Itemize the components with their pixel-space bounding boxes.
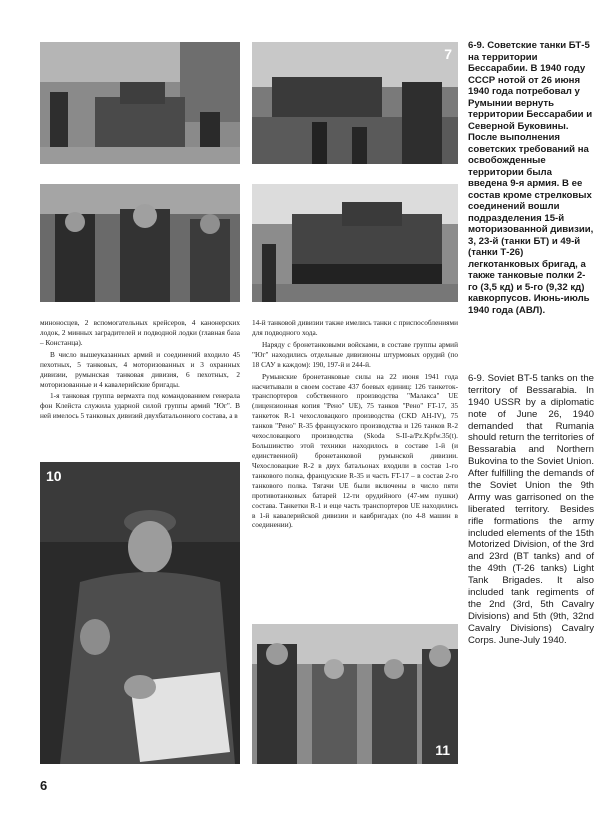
paragraph: 1-я танковая группа вермахта под командованием генерала фон Клейста служила ударной силой группы армий "Юг". В ней имелось 5 танковых дивизий двухбатальонного состава, а в — [40, 391, 240, 421]
photo-tank-street-crowd — [40, 42, 240, 164]
photo-number-badge: 11 — [435, 742, 450, 758]
paragraph: Наряду с бронетанковыми войсками, в составе группы армий "Юг" находились отдельные дивизионы штурмовых орудий (по 18 САУ в каждом): 190, 197-й и 244-й. — [252, 339, 458, 369]
photo-tank-bt5 — [252, 184, 458, 302]
paragraph: миноносцев, 2 вспомогательных крейсеров, 4 канонерских лодок, 2 минных заградителей и подводной лодки (главная база – Констанца). — [40, 318, 240, 347]
left-text-column — [40, 318, 240, 423]
photo-10-soldier-reading — [40, 462, 240, 764]
page-number: 6 — [40, 778, 48, 793]
middle-text-column — [252, 318, 458, 532]
caption-english: 6-9. Soviet BT-5 tanks on the territory of Bessarabia. In 1940 USSR by a diplomatic note of June 26, 1940 demanded that Rumania should return the territories of Bessarabia and Northern Bukovina to the Soviet Union. After fulfilling the demands of the Soviet Union the 9th Army was garrisoned on the liberated territory. Besides rifle formations the army included elements of the 15th Motorized Division, of the 3rd and 23rd (BT tanks) and of the 49th (T-26 tanks) Light Tank Brigades. It also included tank regiments of the 2nd (3rd, 5th Cavalry Divisions) and 5th (9th, 32nd Cavalry Divisions) Cavalry Corps. June-July 1940. — [468, 373, 594, 646]
paragraph: 14-й танковой дивизии также имелись танки с приспособлениями для подводного хода. — [252, 318, 458, 337]
paragraph: В число вышеуказанных армий и соединений входило 45 пехотных, 5 танковых, 4 моторизованных и 3 охранных дивизии, румынская танковая дивизия, 6 пехотных, 2 моторизованные и 4 кавалерийские бригады. — [40, 349, 240, 389]
photo-11-handshake — [252, 624, 458, 764]
photo-soldiers-group — [40, 184, 240, 302]
photo-7-tanks-crowd — [252, 42, 458, 164]
paragraph: Румынские бронетанковые силы на 22 июня 1941 года насчитывали в своем составе 437 боевых единиц: 126 танкеток-транспортеров собственного производства "Малакса" UE (лицензионная копия "Рено" UE), 75 танков "Рено" FT-17, 35 танкеток R-1 чехословацкого производства (CKD AH-IV), 75 танков "Рено" R-35 французского производства и 126 танков R-2 чехословацкого производства (Skoda S-II-a/Pz.Kpfw.35(t). Большинство этой техники находилось в составе 1-й (и единственной) бронетанковой румынской дивизии. Чехословацкие R-2 в двух батальонах входили в состав 1-го танкового полка, французские R-35 и часть FT-17 – в состав 2-го танкового полка. Тягачи UE были включены в число пяти противотанковых батарей 12-ти орудийного (47-мм пушки) состава. Танкетки R-1 и еще часть транспортеров UE находились в 1-й кавалерийской дивизии и кавбригадах (по 4-8 машин в соединении). — [252, 371, 458, 530]
photo-number-badge: 10 — [46, 468, 62, 484]
photo-number-badge: 7 — [444, 46, 452, 62]
caption-russian: 6-9. Советские танки БТ-5 на территории Бессарабии. В 1940 году СССР нотой от 26 июня 1940 года потребовал у Румынии вернуть территории Бессарабии и Северной Буковины. После выполнения советских требований на освобожденные территории была введена 9-я армия. В ее состав кроме стрелковых соединений вошли подразделения 15-й моторизованной дивизии, 3, 23-й (танки БТ) и 49-й (танки Т-26) легкотанковых бригад, а также танковые полки 2-го (3,5 кд) и 5-го (9,32 кд) кавкорпусов. Июнь-июль 1940 года (АВЛ). — [468, 40, 594, 316]
